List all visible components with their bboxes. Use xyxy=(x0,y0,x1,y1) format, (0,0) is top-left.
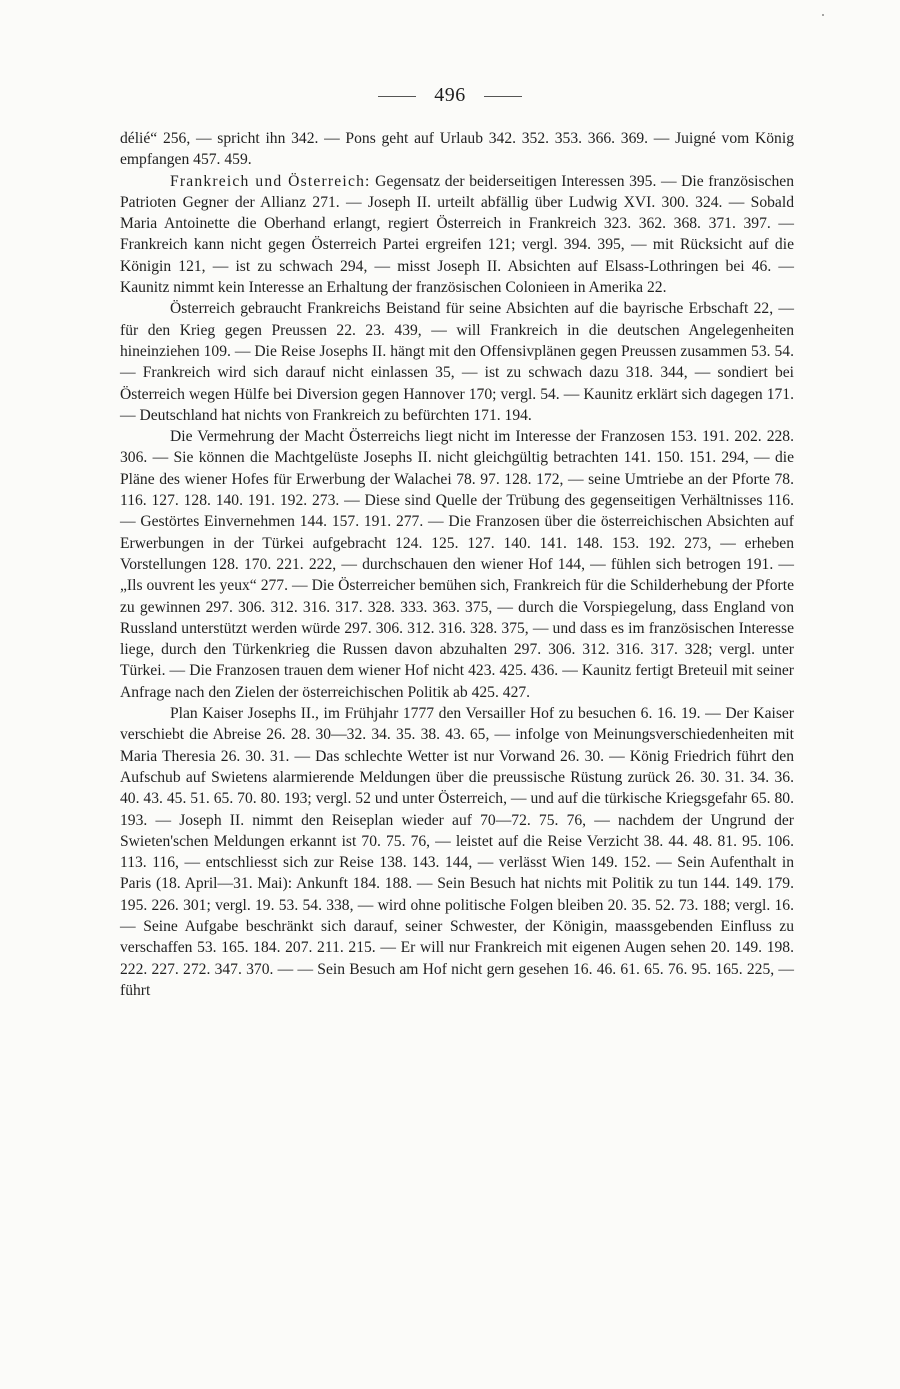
paragraph xyxy=(120,171,794,299)
page-header xyxy=(0,84,900,107)
paragraph xyxy=(120,703,794,1001)
paragraph-text: délié“ 256, — spricht ihn 342. — Pons geht auf Urlaub 342. 352. 353. 366. 369. — Juigné vom König empfangen 457. 459. xyxy=(120,130,794,169)
page-speck xyxy=(822,14,824,16)
paragraph-text: Die Vermehrung der Macht Österreichs liegt nicht im Interesse der Franzosen 153. 191. 202. 228. 306. — Sie können die Machtgelüste Josephs II. nicht gleichgültig betrachten 141. 150. 151. 294, — die Pläne des wiener Hofes für Erwerbung der Walachei 78. 97. 128. 172, — seine Umtriebe an der Pforte 78. 116. 127. 128. 140. 191. 192. 273. — Diese sind Quelle der Trübung des gegenseitigen Verhältnisses 116. — Gestörtes Einvernehmen 144. 157. 191. 277. — Die Franzosen über die österreichischen Absichten auf Erwerbungen in der Türkei aufgebracht 124. 125. 127. 140. 141. 148. 153. 192. 273, — erheben Vorstellungen 128. 170. 221. 222, — durchschauen den wiener Hof 144, — fühlen sich betrogen 191. — „Ils ouvrent les yeux“ 277. — Die Österreicher bemühen sich, Frankreich für die Schilderhebung der Pforte zu gewinnen 297. 306. 312. 316. 317. 328. 333. 363. 375, — durch die Vorspiegelung, dass England von Russland unterstützt werden würde 297. 306. 312. 316. 328. 375, — und dass es im französischen Interesse liege, durch den Türkenkrieg die Russen davon abzuhalten 297. 306. 312. 316. 317. 328; vergl. unter Türkei. — Die Franzosen trauen dem wiener Hof nicht 423. 425. 436. — Kaunitz fertigt Breteuil mit seiner Anfrage nach den Zielen der österreichischen Politik ab 425. 427. xyxy=(120,428,794,701)
paragraph-text: Gegensatz der beiderseitigen Interessen 395. — Die französischen Patrioten Gegner der Allianz 271. — Joseph II. urteilt abfällig über Ludwig XVI. 300. 324. — Sobald Maria Antoinette die Oberhand erlangt, regiert Österreich in Frankreich 323. 362. 368. 371. 397. — Frankreich kann nicht gegen Österreich Partei ergreifen 121; vergl. 394. 395, — mit Rücksicht auf die Königin 121, — ist zu schwach 294, — misst Joseph II. Absichten auf Elsass-Lothringen bei 46. — Kaunitz nimmt kein Interesse an Erhaltung der französischen Colonieen in Amerika 22. xyxy=(120,172,794,297)
paragraph xyxy=(120,128,794,171)
paragraph-text: Plan Kaiser Josephs II., im Frühjahr 1777 den Versailler Hof zu besuchen 6. 16. 19. — Der Kaiser verschiebt die Abreise 26. 28. 30—32. 34. 35. 38. 43. 65, — infolge von Meinungsverschiedenheiten mit Maria Theresia 26. 30. 31. — Das schlechte Wetter ist nur Vorwand 26. 30. — König Friedrich führt den Aufschub auf Swietens alarmierende Meldungen über die preussische Rüstung zurück 26. 30. 31. 34. 36. 40. 43. 45. 51. 65. 70. 80. 193; vergl. 52 und unter Österreich, — und auf die türkische Kriegsgefahr 65. 80. 193. — Joseph II. nimmt den Reiseplan wieder auf 70—72. 75. 76, — nachdem der Ungrund der Swieten'schen Meldungen erkannt ist 70. 75. 76, — leistet auf die Reise Verzicht 38. 44. 48. 81. 95. 106. 113. 116, — entschliesst sich zur Reise 138. 143. 144, — verlässt Wien 149. 152. — Sein Aufenthalt in Paris (18. April—31. Mai): Ankunft 184. 188. — Sein Besuch hat nichts mit Politik zu tun 144. 149. 179. 195. 226. 301; vergl. 19. 53. 54. 338, — wird ohne politische Folgen bleiben 20. 35. 52. 73. 188; vergl. 16. — Seine Aufgabe beschränkt sich darauf, seiner Schwester, der Königin, maassgebenden Einfluss zu verschaffen 53. 165. 184. 207. 211. 215. — Er will nur Frankreich mit eigenen Augen sehen 20. 149. 198. 222. 227. 272. 347. 370. — — Sein Besuch am Hof nicht gern gesehen 16. 46. 61. 65. 76. 95. 165. 225, — führt xyxy=(120,705,794,999)
header-rule-right xyxy=(484,96,522,97)
paragraph xyxy=(120,298,794,426)
index-text xyxy=(120,128,794,1001)
entry-heading: Frankreich und Österreich: xyxy=(170,172,371,190)
paragraph-text: Österreich gebraucht Frankreichs Beistand für seine Absichten auf die bayrische Erbschaft 22, — für den Krieg gegen Preussen 22. 23. 439, — will Frankreich in die deutschen Angelegenheiten hineinziehen 109. — Die Reise Josephs II. hängt mit den Offensivplänen gegen Preussen zusammen 53. 54. — Frankreich wird sich darauf nicht einlassen 35, — ist zu schwach dazu 318. 344, — sondiert bei Österreich wegen Hülfe bei Diversion gegen Hannover 170; vergl. 54. — Kaunitz erklärt sich dagegen 171. — Deutschland hat nichts von Frankreich zu befürchten 171. 194. xyxy=(120,300,794,424)
header-rule-left xyxy=(378,96,416,97)
paragraph xyxy=(120,426,794,703)
page-number: 496 xyxy=(434,84,466,106)
